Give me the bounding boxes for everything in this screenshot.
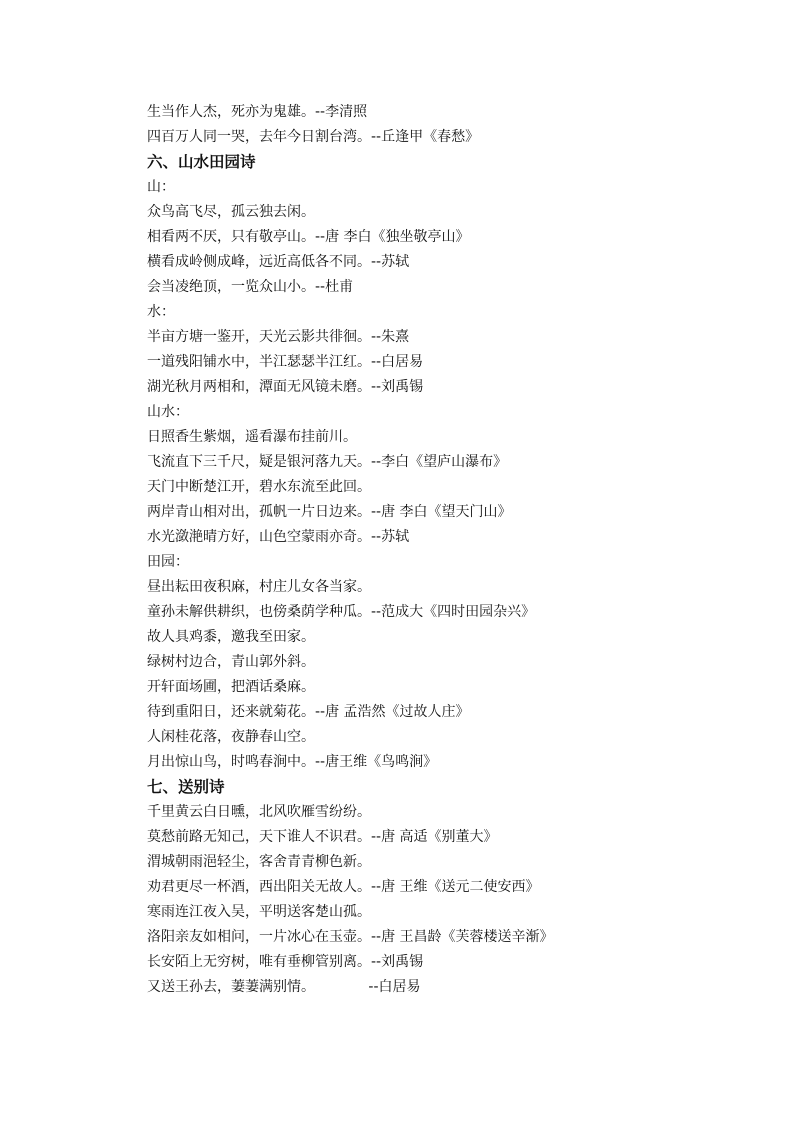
poem-line: 人闲桂花落，夜静春山空。 [147,729,315,745]
poem-line: 一道残阳铺水中，半江瑟瑟半江红。--白居易 [147,354,424,370]
poem-line: 千里黄云白日曛，北风吹雁雪纷纷。 [147,804,371,820]
poem-line: 飞流直下三千尺，疑是银河落九天。--李白《望庐山瀑布》 [147,454,508,470]
section-heading: 七、送别诗 [147,778,225,796]
poem-line: 日照香生紫烟，遥看瀑布挂前川。 [147,429,357,445]
poem-line: 长安陌上无穷树，唯有垂柳管别离。--刘禹锡 [147,954,424,970]
poem-line: 山： [147,179,175,195]
poem-line: 生当作人杰，死亦为鬼雄。--李清照 [147,104,368,120]
poem-line: 待到重阳日，还来就菊花。--唐 孟浩然《过故人庄》 [147,704,470,720]
poem-line: 月出惊山鸟，时鸣春涧中。--唐王维《鸟鸣涧》 [147,754,438,770]
poem-line: 又送王孙去，萋萋满别情。 --白居易 [147,979,421,995]
poem-line: 田园： [147,554,189,570]
poem-line: 绿树村边合，青山郭外斜。 [147,654,315,670]
poem-line: 故人具鸡黍，邀我至田家。 [147,629,315,645]
poem-line: 水： [147,304,175,320]
poem-line: 水光潋滟晴方好，山色空蒙雨亦奇。--苏轼 [147,529,410,545]
poem-line: 莫愁前路无知己，天下谁人不识君。--唐 高适《别董大》 [147,829,498,845]
poem-line: 相看两不厌，只有敬亭山。--唐 李白《独坐敬亭山》 [147,229,470,245]
poem-line: 众鸟高飞尽，孤云独去闲。 [147,204,315,220]
section-heading: 六、山水田园诗 [147,153,256,171]
document-page [147,100,747,1000]
poem-line: 洛阳亲友如相问，一片冰心在玉壶。--唐 王昌龄《芙蓉楼送辛渐》 [147,929,554,945]
poem-line: 昼出耘田夜积麻，村庄儿女各当家。 [147,579,371,595]
poem-line: 横看成岭侧成峰，远近高低各不同。--苏轼 [147,254,410,270]
poem-line: 湖光秋月两相和，潭面无风镜未磨。--刘禹锡 [147,379,424,395]
poem-line: 渭城朝雨浥轻尘，客舍青青柳色新。 [147,854,371,870]
poem-line: 山水： [147,404,189,420]
poem-line: 劝君更尽一杯酒，西出阳关无故人。--唐 王维《送元二使安西》 [147,879,540,895]
poem-line: 会当凌绝顶，一览众山小。--杜甫 [147,279,354,295]
poem-line: 半亩方塘一鉴开，天光云影共徘徊。--朱熹 [147,329,410,345]
poem-line: 两岸青山相对出，孤帆一片日边来。--唐 李白《望天门山》 [147,504,512,520]
poem-line: 寒雨连江夜入吴，平明送客楚山孤。 [147,904,371,920]
poem-line: 开轩面场圃，把酒话桑麻。 [147,679,315,695]
poem-line: 天门中断楚江开，碧水东流至此回。 [147,479,371,495]
poem-line: 四百万人同一哭，去年今日割台湾。--丘逢甲《春愁》 [147,129,480,145]
poem-line: 童孙未解供耕织，也傍桑荫学种瓜。--范成大《四时田园杂兴》 [147,604,536,620]
